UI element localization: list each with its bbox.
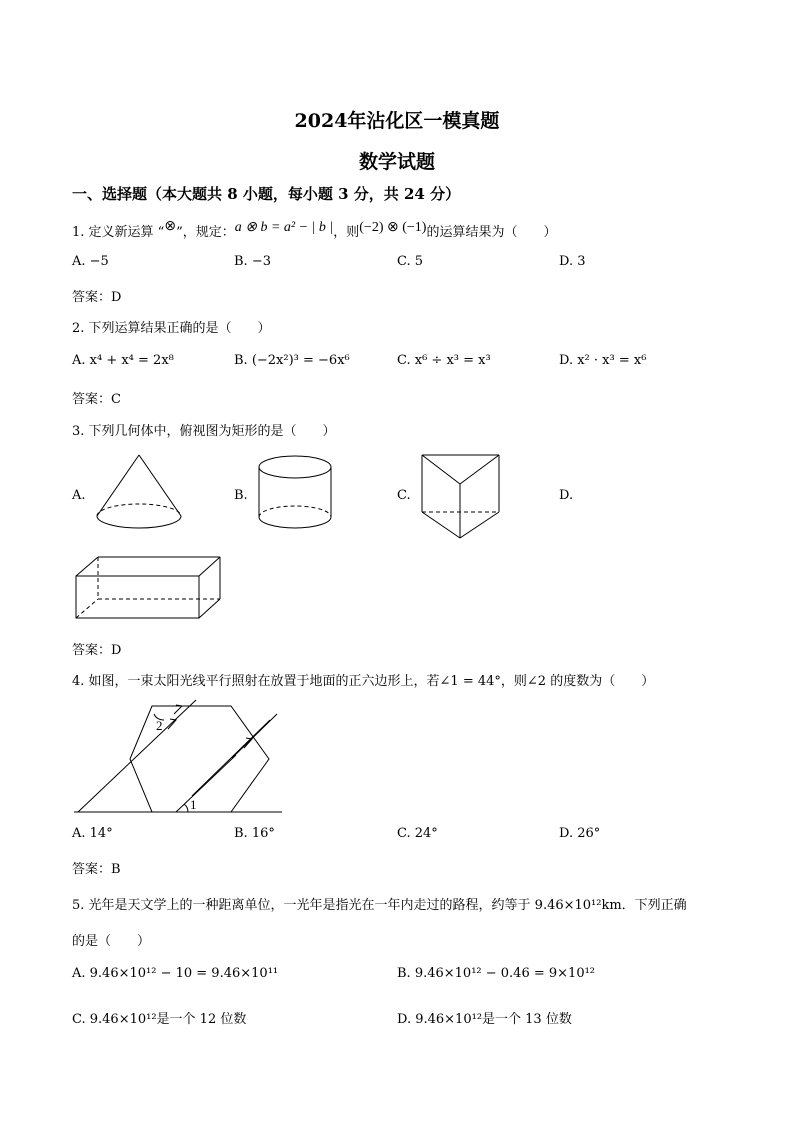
question-1-prefix: 1. 定义新运算 “: [72, 225, 165, 240]
q3-option-b[interactable]: B.: [234, 488, 248, 503]
question-2: 2. 下列运算结果正确的是（ ）: [72, 321, 271, 336]
question-1-mid: ”，规定：: [176, 225, 235, 240]
question-4: 4. 如图，一束太阳光线平行照射在放置于地面的正六边形上，若∠1 = 44°，则∠2 的度数为（ ）: [72, 674, 655, 689]
triangular-prism-figure: [418, 452, 504, 542]
q2-option-a[interactable]: A. x⁴ + x⁴ = 2x⁸: [72, 353, 174, 368]
q2-option-d[interactable]: D. x² · x³ = x⁶: [559, 353, 647, 368]
q5-option-b[interactable]: B. 9.46×10¹² − 0.46 = 9×10¹²: [397, 966, 596, 981]
q3-option-d[interactable]: D.: [559, 488, 574, 503]
q2-option-c[interactable]: C. x⁶ ÷ x³ = x³: [397, 353, 491, 368]
q4-option-d[interactable]: D. 26°: [559, 826, 601, 841]
q5-option-c[interactable]: C. 9.46×10¹²是一个 12 位数: [72, 1012, 247, 1027]
expression: (−2) ⊗ (−1): [359, 220, 427, 235]
otimes-symbol: ⊗: [164, 219, 177, 234]
q4-option-a[interactable]: A. 14°: [72, 826, 113, 841]
definition-formula: a ⊗ b = a² − | b |: [234, 220, 334, 235]
hexagon-sunlight-figure: [72, 696, 284, 816]
q1-option-c[interactable]: C. 5: [397, 254, 424, 269]
question-1-suffix: 的运算结果为（ ）: [426, 225, 557, 240]
q1-option-d[interactable]: D. 3: [559, 254, 586, 269]
q5-option-a[interactable]: A. 9.46×10¹² − 10 = 9.46×10¹¹: [72, 966, 279, 981]
question-5-line-1: 5. 光年是天文学上的一种距离单位，一光年是指光在一年内走过的路程，约等于 9.46×10¹²km．下列正确: [72, 898, 687, 913]
q1-option-a[interactable]: A. −5: [72, 254, 109, 269]
q2-answer: 答案：C: [72, 392, 121, 407]
angle-1-label: 1: [190, 797, 197, 812]
q2-option-b[interactable]: B. (−2x²)³ = −6x⁶: [234, 353, 350, 368]
question-5-line-2: 的是（ ）: [72, 934, 151, 949]
page-subtitle: 数学试题: [358, 151, 435, 173]
q3-option-a[interactable]: A.: [72, 488, 86, 503]
cylinder-figure: [254, 452, 338, 538]
q4-option-b[interactable]: B. 16°: [234, 826, 275, 841]
q4-answer: 答案：B: [72, 862, 121, 877]
q5-option-d[interactable]: D. 9.46×10¹²是一个 13 位数: [397, 1012, 572, 1027]
cone-figure: [90, 448, 190, 532]
angle-2-label: 2: [156, 718, 163, 733]
q3-option-c[interactable]: C.: [397, 488, 411, 503]
question-1: [72, 221, 556, 241]
rectangular-box-figure: [74, 555, 224, 623]
q1-option-b[interactable]: B. −3: [234, 254, 271, 269]
q3-answer: 答案：D: [72, 643, 122, 658]
question-3: 3. 下列几何体中，俯视图为矩形的是（ ）: [72, 424, 336, 439]
page-title: 2024年沾化区一模真题: [294, 110, 500, 132]
q1-answer: 答案：D: [72, 290, 122, 305]
q4-option-c[interactable]: C. 24°: [397, 826, 438, 841]
question-1-then: ，则: [333, 225, 360, 240]
section-heading: 一、选择题（本大题共 8 小题，每小题 3 分，共 24 分）: [72, 185, 461, 203]
